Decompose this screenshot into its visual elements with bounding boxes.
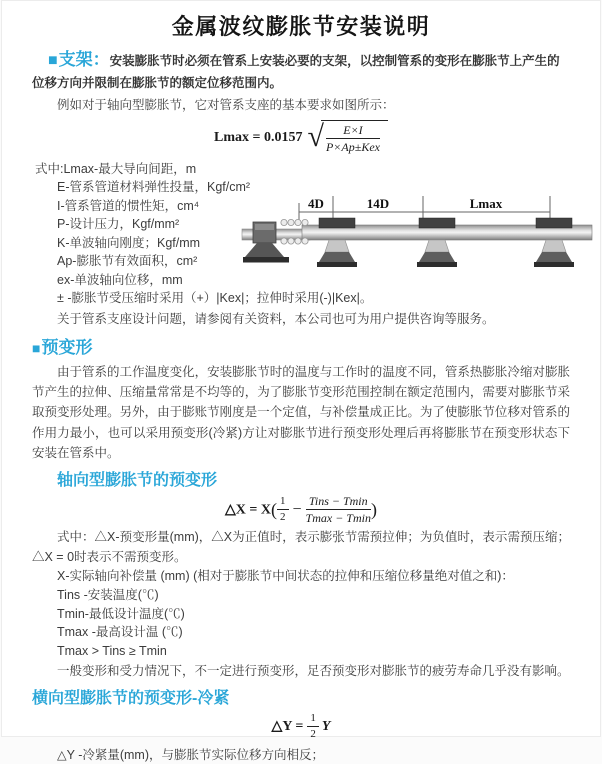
pipe-support-diagram	[240, 189, 602, 277]
axial-note-line: 一般变形和受力情况下，不一定进行预变形，足否预变形对膨胀节的疲劳寿命几乎没有影响。	[57, 664, 570, 678]
formula1-denominator: P×Ap±Kex	[325, 140, 380, 155]
formula2-minus-sign: −	[292, 500, 302, 518]
support-example-line: 例如对于轴向型膨胀节，它对管系支座的基本要求如图所示：	[57, 98, 395, 112]
formula1-radicand	[321, 120, 388, 156]
definition-line: I-管系管道的惯性矩，cm⁴	[57, 198, 200, 213]
lateral-subheading: 横向型膨胀节的预变形-冷紧	[32, 690, 230, 707]
axial-predeform-formula	[32, 494, 570, 526]
guide-support	[534, 218, 574, 267]
formula3-lhs: △Y =	[271, 719, 304, 735]
definition-line: K-单波轴向刚度；Kgf/mm	[57, 235, 201, 250]
temperature-definitions	[32, 586, 570, 661]
formula2-temp-fraction	[306, 494, 371, 526]
section-marker-icon: ■	[32, 339, 41, 356]
definition-line: P-设计压力，Kgf/mm²	[57, 217, 180, 232]
formula3-rhs: Y	[321, 718, 331, 734]
temp-line: Tmax -最高设计温 (℃)	[57, 625, 183, 640]
x-definition-line: X-实际轴向补偿量 (mm) (相对于膨胀节中间状态的拉伸和压缩位移量绝对值之和)：	[57, 568, 514, 583]
temp-line: Tins -安装温度(℃)	[57, 587, 159, 602]
dim-label-lmax: Lmax	[469, 196, 503, 211]
page-title: 金属波纹膨胀节安装说明	[171, 14, 431, 39]
formula1-lhs: Lmax = 0.0157	[214, 129, 303, 145]
lateral-note-line: △Y -冷紧量(mm)，与膨胀节实际位移方向相反；	[57, 748, 325, 763]
document-page	[1, 0, 601, 763]
half-denominator: 2	[310, 728, 316, 741]
guide-spacing-formula: Lmax = 0.0157 √ $\frac{E\times I}{\text{P×Ap±Kex}}$	[32, 120, 570, 156]
predeform-heading-text: 预变形	[41, 337, 93, 357]
support-section-paragraph	[32, 49, 570, 94]
support-heading-text: 支架：	[58, 50, 110, 69]
formula2-lhs: △X = X	[225, 502, 271, 518]
temp-line: Tmin-最低设计温度(℃)	[57, 606, 185, 621]
half-numerator: 1	[307, 712, 319, 727]
formula2-close-paren: )	[370, 499, 377, 520]
definition-line: E-管系管道材料弹性投量，Kgf/cm²	[57, 180, 251, 195]
support-section-heading	[48, 50, 110, 69]
axial-subheading: 轴向型膨胀节的预变形	[57, 472, 218, 490]
temp-line: Tmax > Tins ≥ Tmin	[57, 644, 167, 659]
temp-numerator: Tins − Tmin	[306, 494, 371, 510]
temp-denominator: Tmax − Tmin	[305, 511, 371, 526]
formula1-numerator: E×I	[326, 123, 380, 139]
formula2-half-fraction	[277, 495, 289, 524]
dim-label-4d: 4D	[308, 196, 324, 211]
definition-line: Ap-膨胀节有效面积，cm²	[57, 254, 198, 269]
definition-line: 式中:Lmax-最大导向间距，m	[35, 161, 197, 176]
guide-support	[317, 218, 357, 267]
formula2-open-paren: (	[271, 499, 277, 520]
definition-line: ex-单波轴向位移，mm	[57, 272, 183, 287]
section-marker-icon: ■	[48, 52, 58, 69]
consulting-note: 关于管系支座设计问题，请参阅有关资料，本公司也可为用户提供咨询等服务。	[57, 311, 495, 326]
predeform-section-heading	[32, 336, 570, 360]
guide-support	[417, 218, 457, 267]
axial-explain-paragraph: 式中：△X-预变形量(mm)，△X为正值时，表示膨张节需预拉伸；为负值时，表示需预压缩；△X = 0时表示不需预变形。	[32, 529, 570, 564]
plus-minus-note: ± -膨胀节受压缩时采用（+）|Kex|；拉伸时采用(-)|Kex|。	[57, 291, 373, 306]
formula3-half-fraction	[307, 712, 319, 741]
dim-label-14d: 14D	[366, 196, 390, 211]
predeform-body-paragraph: 由于管系的工作温度变化，安装膨胀节时的温度与工作时的温度不同，管系热膨胀冷缩对膨胀节产生的拉伸、压缩量常常是不均等的，为了膨胀节变形范围控制在额定范围内，需要对膨胀节采取预变形处理。另外，由于膨账节刚度是一个定值，与补偿量成正比。为了使膨胀节位移对管系的作用力最小，也可以采用预变形(冷紧)方让对膨胀节进行预变形处理后再将膨胀节在预变形状态下安装在管系中。	[32, 364, 570, 460]
half-denominator: 2	[280, 511, 286, 524]
half-numerator: 1	[277, 495, 289, 510]
support-intro-text: 安装膨胀节时必须在管系上安装必要的支架，以控制管系的变形在膨胀节上产生的位移方向并限制在膨胀节的额定位移范围内。	[32, 54, 560, 90]
lateral-predeform-formula	[32, 712, 570, 741]
